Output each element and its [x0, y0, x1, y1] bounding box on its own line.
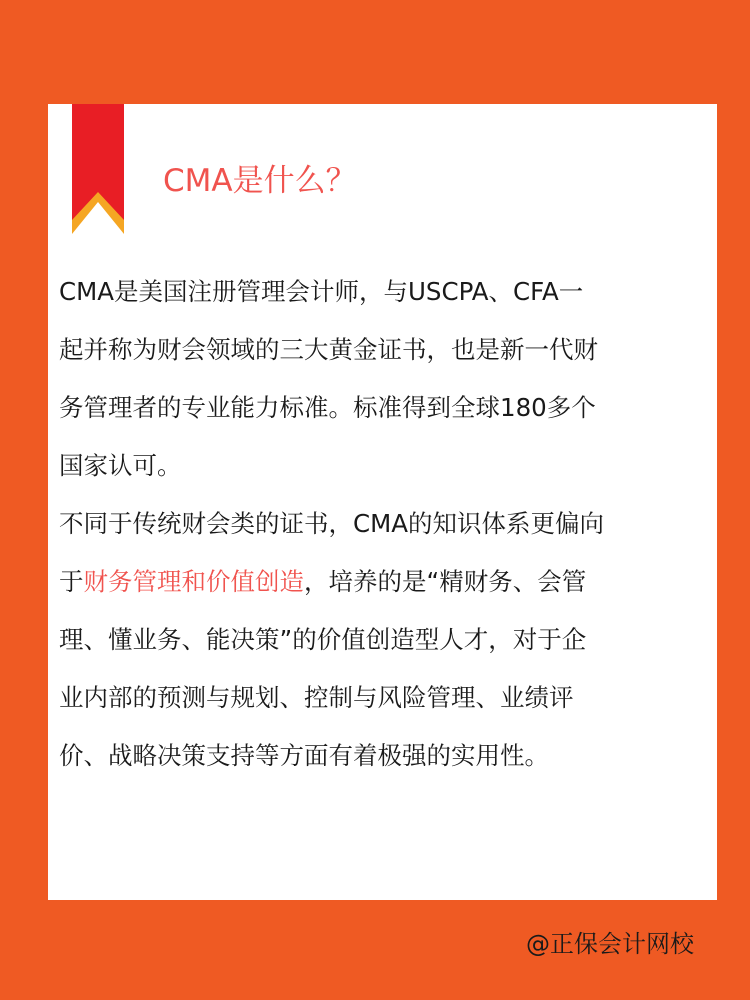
footer-credit: @正保会计网校	[526, 930, 694, 958]
body-line: 理、懂业务、能决策”的价值创造型人才，对于企	[59, 625, 587, 654]
body-line: CMA是美国注册管理会计师，与USCPA、CFA一	[59, 277, 584, 306]
body-line: 国家认可。	[59, 451, 182, 480]
body-line: 不同于传统财会类的证书，CMA的知识体系更偏向	[59, 509, 605, 538]
body-line: 起并称为财会领域的三大黄金证书，也是新一代财	[59, 335, 598, 364]
body-line: 务管理者的专业能力标准。标准得到全球180多个	[59, 393, 596, 422]
body-line-suffix: ，培养的是“精财务、会管	[304, 567, 587, 596]
body-line: 价、战略决策支持等方面有着极强的实用性。	[59, 741, 549, 770]
bookmark-ribbon-icon	[72, 104, 124, 238]
body-line-prefix: 于	[59, 567, 84, 596]
body-line: 业内部的预测与规划、控制与风险管理、业绩评	[59, 683, 574, 712]
body-line-highlighted	[59, 553, 699, 611]
body-text	[59, 263, 699, 785]
highlight-phrase: 财务管理和价值创造	[83, 567, 304, 596]
page-title: CMA是什么？	[163, 163, 357, 199]
